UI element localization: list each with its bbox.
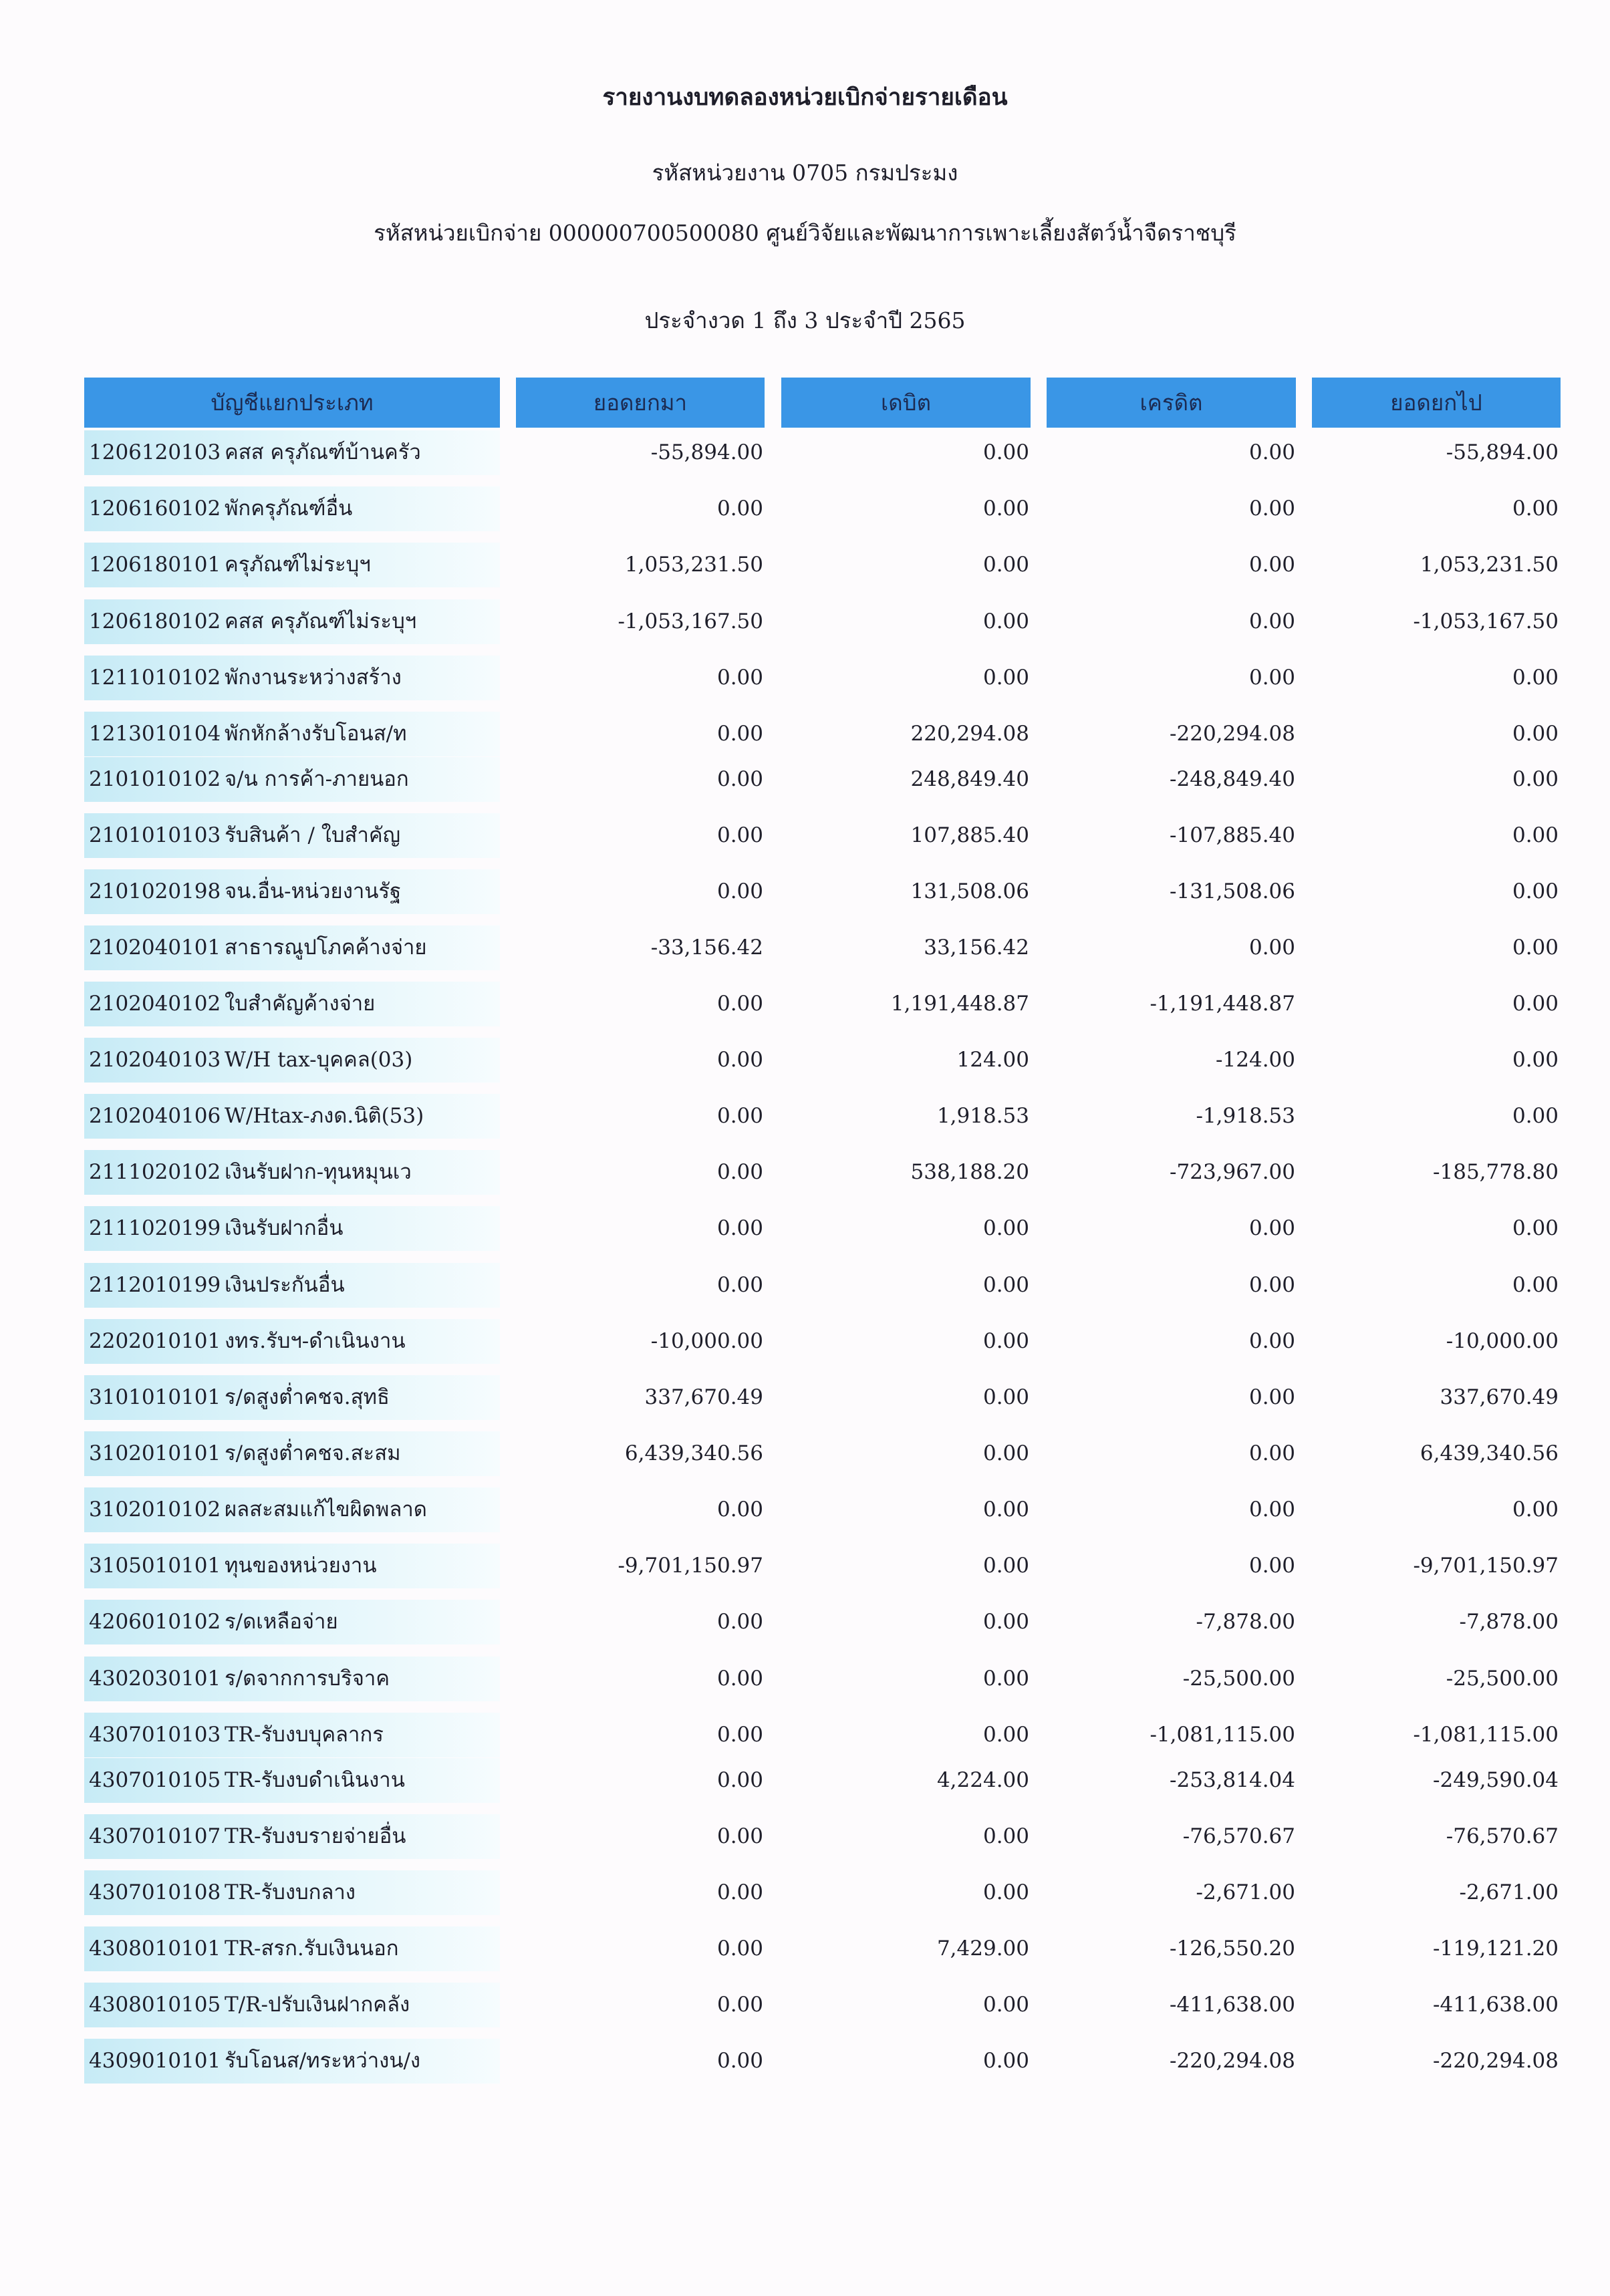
cell-carried: -411,638.00 xyxy=(1433,1993,1559,2017)
cell-carried: 337,670.49 xyxy=(1440,1385,1559,1409)
cell-carried: -1,081,115.00 xyxy=(1413,1723,1559,1747)
table-row xyxy=(0,1319,1610,1364)
cell-debit: 0.00 xyxy=(982,1497,1029,1522)
cell-brought: -55,894.00 xyxy=(650,440,763,464)
cell-brought: 0.00 xyxy=(716,1160,763,1184)
cell-code: 4307010105 xyxy=(89,1768,221,1792)
cell-code: 4302030101 xyxy=(89,1667,221,1691)
cell-code: 3102010102 xyxy=(89,1497,221,1522)
cell-carried: 0.00 xyxy=(1512,936,1559,960)
cell-code: 4206010102 xyxy=(89,1610,221,1634)
cell-debit: 248,849.40 xyxy=(910,767,1029,791)
cell-name: ร/ดเหลือจ่าย xyxy=(225,1610,338,1634)
cell-credit: 0.00 xyxy=(1248,1216,1295,1240)
cell-carried: -119,121.20 xyxy=(1433,1936,1559,1961)
cell-credit: -253,814.04 xyxy=(1170,1768,1295,1792)
table-row xyxy=(0,486,1610,531)
cell-carried: 6,439,340.56 xyxy=(1420,1441,1559,1465)
cell-code: 1211010102 xyxy=(89,666,221,690)
cell-debit: 0.00 xyxy=(982,1880,1029,1904)
cell-carried: -7,878.00 xyxy=(1459,1610,1559,1634)
cell-carried: -10,000.00 xyxy=(1446,1329,1559,1353)
cell-debit: 4,224.00 xyxy=(936,1768,1029,1792)
cell-code: 2101020198 xyxy=(89,879,221,903)
cell-credit: -220,294.08 xyxy=(1170,2049,1295,2073)
cell-debit: 0.00 xyxy=(982,1385,1029,1409)
cell-name: TR-รับงบบุคลากร xyxy=(225,1723,384,1747)
cell-name: รับสินค้า / ใบสำคัญ xyxy=(225,823,401,847)
cell-debit: 0.00 xyxy=(982,553,1029,577)
cell-name: ร/ดสูงต่ำคชจ.สะสม xyxy=(225,1441,401,1465)
cell-debit: 7,429.00 xyxy=(936,1936,1029,1961)
cell-credit: -25,500.00 xyxy=(1182,1667,1295,1691)
cell-name: สาธารณูปโภคค้างจ่าย xyxy=(225,936,427,960)
column-header-brought-forward: ยอดยกมา xyxy=(516,378,765,428)
cell-carried: 0.00 xyxy=(1512,879,1559,903)
cell-debit: 0.00 xyxy=(982,1273,1029,1297)
cell-debit: 220,294.08 xyxy=(910,722,1029,746)
cell-carried: 0.00 xyxy=(1512,722,1559,746)
cell-brought: 1,053,231.50 xyxy=(624,553,763,577)
cell-brought: -10,000.00 xyxy=(650,1329,763,1353)
cell-brought: 0.00 xyxy=(716,1104,763,1128)
cell-brought: 0.00 xyxy=(716,722,763,746)
table-row xyxy=(0,1600,1610,1644)
cell-brought: 0.00 xyxy=(716,1048,763,1072)
table-row xyxy=(0,982,1610,1026)
cell-name: พักครุภัณฑ์อื่น xyxy=(225,496,353,521)
cell-carried: -1,053,167.50 xyxy=(1413,609,1559,633)
cell-brought: 0.00 xyxy=(716,992,763,1016)
cell-debit: 0.00 xyxy=(982,496,1029,521)
cell-code: 2112010199 xyxy=(89,1273,221,1297)
table-row xyxy=(0,1713,1610,1757)
table-row xyxy=(0,1038,1610,1083)
cell-credit: -76,570.67 xyxy=(1182,1824,1295,1848)
column-header-debit: เดบิต xyxy=(781,378,1031,428)
cell-code: 4307010103 xyxy=(89,1723,221,1747)
cell-carried: 0.00 xyxy=(1512,1497,1559,1522)
cell-name: W/Htax-ภงด.นิติ(53) xyxy=(225,1104,424,1128)
cell-name: คสส ครุภัณฑ์ไม่ระบุฯ xyxy=(225,609,417,633)
report-title: รายงานงบทดลองหน่วยเบิกจ่ายรายเดือน xyxy=(602,84,1008,111)
cell-carried: 0.00 xyxy=(1512,1273,1559,1297)
cell-name: ครุภัณฑ์ไม่ระบุฯ xyxy=(225,553,371,577)
cell-name: TR-รับงบกลาง xyxy=(225,1880,356,1904)
cell-brought: -9,701,150.97 xyxy=(618,1554,763,1578)
cell-credit: -2,671.00 xyxy=(1196,1880,1295,1904)
cell-code: 3102010101 xyxy=(89,1441,221,1465)
table-row xyxy=(0,1094,1610,1139)
cell-debit: 1,918.53 xyxy=(936,1104,1029,1128)
cell-code: 4307010108 xyxy=(89,1880,221,1904)
cell-brought: -1,053,167.50 xyxy=(618,609,763,633)
table-row xyxy=(0,1870,1610,1915)
cell-name: รับโอนส/ทระหว่างน/ง xyxy=(225,2049,421,2073)
cell-debit: 0.00 xyxy=(982,440,1029,464)
cell-brought: 0.00 xyxy=(716,1497,763,1522)
cell-credit: 0.00 xyxy=(1248,496,1295,521)
cell-code: 4308010105 xyxy=(89,1993,221,2017)
cell-debit: 0.00 xyxy=(982,609,1029,633)
cell-brought: 0.00 xyxy=(716,1723,763,1747)
cell-name: คสส ครุภัณฑ์บ้านครัว xyxy=(225,440,421,464)
cell-code: 1213010104 xyxy=(89,722,221,746)
table-row xyxy=(0,1814,1610,1859)
table-row xyxy=(0,1657,1610,1701)
cell-brought: 0.00 xyxy=(716,767,763,791)
cell-carried: -9,701,150.97 xyxy=(1413,1554,1559,1578)
cell-debit: 0.00 xyxy=(982,1993,1029,2017)
cell-credit: 0.00 xyxy=(1248,666,1295,690)
cell-code: 2102040103 xyxy=(89,1048,221,1072)
cell-name: เงินประกันอื่น xyxy=(225,1273,345,1297)
table-row xyxy=(0,757,1610,802)
cell-brought: -33,156.42 xyxy=(650,936,763,960)
table-row xyxy=(0,925,1610,970)
cell-code: 3101010101 xyxy=(89,1385,221,1409)
cell-credit: -131,508.06 xyxy=(1170,879,1295,903)
cell-carried: -55,894.00 xyxy=(1446,440,1559,464)
cell-debit: 0.00 xyxy=(982,1441,1029,1465)
table-row xyxy=(0,813,1610,858)
cell-carried: 0.00 xyxy=(1512,767,1559,791)
cell-code: 2202010101 xyxy=(89,1329,221,1353)
table-row xyxy=(0,2039,1610,2084)
period-line: ประจำงวด 1 ถึง 3 ประจำปี 2565 xyxy=(644,307,966,333)
cell-credit: -248,849.40 xyxy=(1170,767,1295,791)
cell-credit: -107,885.40 xyxy=(1170,823,1295,847)
cell-name: T/R-ปรับเงินฝากคลัง xyxy=(225,1993,410,2017)
cell-brought: 0.00 xyxy=(716,1936,763,1961)
cell-credit: -7,878.00 xyxy=(1196,1610,1295,1634)
column-header-carried-forward: ยอดยกไป xyxy=(1312,378,1561,428)
cell-name: ทุนของหน่วยงาน xyxy=(225,1554,377,1578)
cell-brought: 0.00 xyxy=(716,879,763,903)
cell-code: 2101010102 xyxy=(89,767,221,791)
cell-name: พักงานระหว่างสร้าง xyxy=(225,666,402,690)
cell-name: ร/ดจากการบริจาค xyxy=(225,1667,390,1691)
table-row xyxy=(0,1983,1610,2027)
cell-debit: 0.00 xyxy=(982,1723,1029,1747)
cell-code: 1206180102 xyxy=(89,609,221,633)
cell-code: 2111020199 xyxy=(89,1216,221,1240)
table-row xyxy=(0,543,1610,587)
table-row xyxy=(0,1487,1610,1532)
cell-debit: 0.00 xyxy=(982,1329,1029,1353)
department-line: รหัสหน่วยงาน 0705 กรมประมง xyxy=(652,160,958,186)
cell-brought: 337,670.49 xyxy=(644,1385,763,1409)
cell-brought: 0.00 xyxy=(716,1216,763,1240)
cell-name: เงินรับฝาก-ทุนหมุนเว xyxy=(225,1160,412,1184)
cell-code: 2102040102 xyxy=(89,992,221,1016)
cell-debit: 0.00 xyxy=(982,1216,1029,1240)
cell-carried: 0.00 xyxy=(1512,992,1559,1016)
cell-brought: 6,439,340.56 xyxy=(624,1441,763,1465)
cell-credit: -411,638.00 xyxy=(1170,1993,1295,2017)
table-row xyxy=(0,430,1610,475)
cell-brought: 0.00 xyxy=(716,496,763,521)
cell-credit: -1,081,115.00 xyxy=(1150,1723,1295,1747)
cell-brought: 0.00 xyxy=(716,2049,763,2073)
cell-carried: 0.00 xyxy=(1512,1048,1559,1072)
cell-code: 1206160102 xyxy=(89,496,221,521)
cell-debit: 1,191,448.87 xyxy=(890,992,1029,1016)
cell-code: 1206180101 xyxy=(89,553,221,577)
cell-carried: -25,500.00 xyxy=(1446,1667,1559,1691)
cell-name: งทร.รับฯ-ดำเนินงาน xyxy=(225,1329,406,1353)
cell-debit: 0.00 xyxy=(982,2049,1029,2073)
cell-debit: 131,508.06 xyxy=(910,879,1029,903)
cell-name: W/H tax-บุคคล(03) xyxy=(225,1048,413,1072)
cell-credit: -1,191,448.87 xyxy=(1150,992,1295,1016)
cell-name: ผลสะสมแก้ไขผิดพลาด xyxy=(225,1497,427,1522)
cell-code: 3105010101 xyxy=(89,1554,221,1578)
cell-name: TR-รับงบรายจ่ายอื่น xyxy=(225,1824,406,1848)
column-header-account: บัญชีแยกประเภท xyxy=(84,378,500,428)
disbursement-unit-line: รหัสหน่วยเบิกจ่าย 000000700500080 ศูนย์วิจัยและพัฒนาการเพาะเลี้ยงสัตว์น้ำจืดราชบุรี xyxy=(374,220,1236,246)
cell-brought: 0.00 xyxy=(716,666,763,690)
cell-credit: 0.00 xyxy=(1248,1385,1295,1409)
cell-credit: 0.00 xyxy=(1248,440,1295,464)
cell-carried: -2,671.00 xyxy=(1459,1880,1559,1904)
cell-carried: 0.00 xyxy=(1512,1104,1559,1128)
cell-code: 2102040101 xyxy=(89,936,221,960)
table-row xyxy=(0,1926,1610,1971)
cell-name: จน.อื่น-หน่วยงานรัฐ xyxy=(225,879,402,903)
cell-carried: 0.00 xyxy=(1512,666,1559,690)
cell-credit: -220,294.08 xyxy=(1170,722,1295,746)
cell-carried: -220,294.08 xyxy=(1433,2049,1559,2073)
cell-credit: 0.00 xyxy=(1248,1497,1295,1522)
column-header-credit: เครดิต xyxy=(1047,378,1296,428)
cell-brought: 0.00 xyxy=(716,823,763,847)
table-row xyxy=(0,869,1610,914)
cell-debit: 0.00 xyxy=(982,1824,1029,1848)
cell-credit: 0.00 xyxy=(1248,936,1295,960)
table-row xyxy=(0,712,1610,756)
table-row xyxy=(0,656,1610,700)
cell-credit: -124.00 xyxy=(1216,1048,1295,1072)
cell-brought: 0.00 xyxy=(716,1768,763,1792)
cell-carried: -249,590.04 xyxy=(1433,1768,1559,1792)
cell-name: พักหักล้างรับโอนส/ท xyxy=(225,722,407,746)
cell-brought: 0.00 xyxy=(716,1880,763,1904)
cell-name: TR-สรก.รับเงินนอก xyxy=(225,1936,399,1961)
cell-brought: 0.00 xyxy=(716,1667,763,1691)
cell-carried: 0.00 xyxy=(1512,1216,1559,1240)
cell-code: 2111020102 xyxy=(89,1160,221,1184)
table-row xyxy=(0,1544,1610,1588)
cell-credit: -723,967.00 xyxy=(1170,1160,1295,1184)
cell-brought: 0.00 xyxy=(716,1993,763,2017)
cell-debit: 0.00 xyxy=(982,1554,1029,1578)
cell-code: 2102040106 xyxy=(89,1104,221,1128)
table-row xyxy=(0,599,1610,644)
table-row xyxy=(0,1375,1610,1420)
cell-code: 2101010103 xyxy=(89,823,221,847)
cell-credit: -126,550.20 xyxy=(1170,1936,1295,1961)
cell-debit: 0.00 xyxy=(982,666,1029,690)
cell-debit: 538,188.20 xyxy=(910,1160,1029,1184)
cell-debit: 33,156.42 xyxy=(924,936,1029,960)
cell-credit: 0.00 xyxy=(1248,1554,1295,1578)
cell-debit: 107,885.40 xyxy=(910,823,1029,847)
cell-name: ใบสำคัญค้างจ่าย xyxy=(225,992,376,1016)
cell-carried: -76,570.67 xyxy=(1446,1824,1559,1848)
cell-carried: 0.00 xyxy=(1512,823,1559,847)
cell-brought: 0.00 xyxy=(716,1273,763,1297)
cell-brought: 0.00 xyxy=(716,1610,763,1634)
table-row xyxy=(0,1263,1610,1308)
cell-credit: 0.00 xyxy=(1248,1441,1295,1465)
cell-name: ร/ดสูงต่ำคชจ.สุทธิ xyxy=(225,1385,390,1409)
cell-credit: 0.00 xyxy=(1248,1329,1295,1353)
cell-debit: 0.00 xyxy=(982,1610,1029,1634)
cell-name: TR-รับงบดำเนินงาน xyxy=(225,1768,405,1792)
cell-credit: 0.00 xyxy=(1248,1273,1295,1297)
cell-carried: 1,053,231.50 xyxy=(1420,553,1559,577)
cell-carried: 0.00 xyxy=(1512,496,1559,521)
cell-name: จ/น การค้า-ภายนอก xyxy=(225,767,409,791)
table-row xyxy=(0,1206,1610,1251)
cell-code: 4309010101 xyxy=(89,2049,221,2073)
table-row xyxy=(0,1150,1610,1195)
table-row xyxy=(0,1431,1610,1476)
cell-carried: -185,778.80 xyxy=(1433,1160,1559,1184)
cell-debit: 0.00 xyxy=(982,1667,1029,1691)
cell-credit: -1,918.53 xyxy=(1196,1104,1295,1128)
cell-code: 4308010101 xyxy=(89,1936,221,1961)
cell-debit: 124.00 xyxy=(956,1048,1029,1072)
cell-code: 1206120103 xyxy=(89,440,221,464)
cell-name: เงินรับฝากอื่น xyxy=(225,1216,344,1240)
cell-code: 4307010107 xyxy=(89,1824,221,1848)
table-row xyxy=(0,1758,1610,1803)
cell-credit: 0.00 xyxy=(1248,609,1295,633)
cell-brought: 0.00 xyxy=(716,1824,763,1848)
cell-credit: 0.00 xyxy=(1248,553,1295,577)
